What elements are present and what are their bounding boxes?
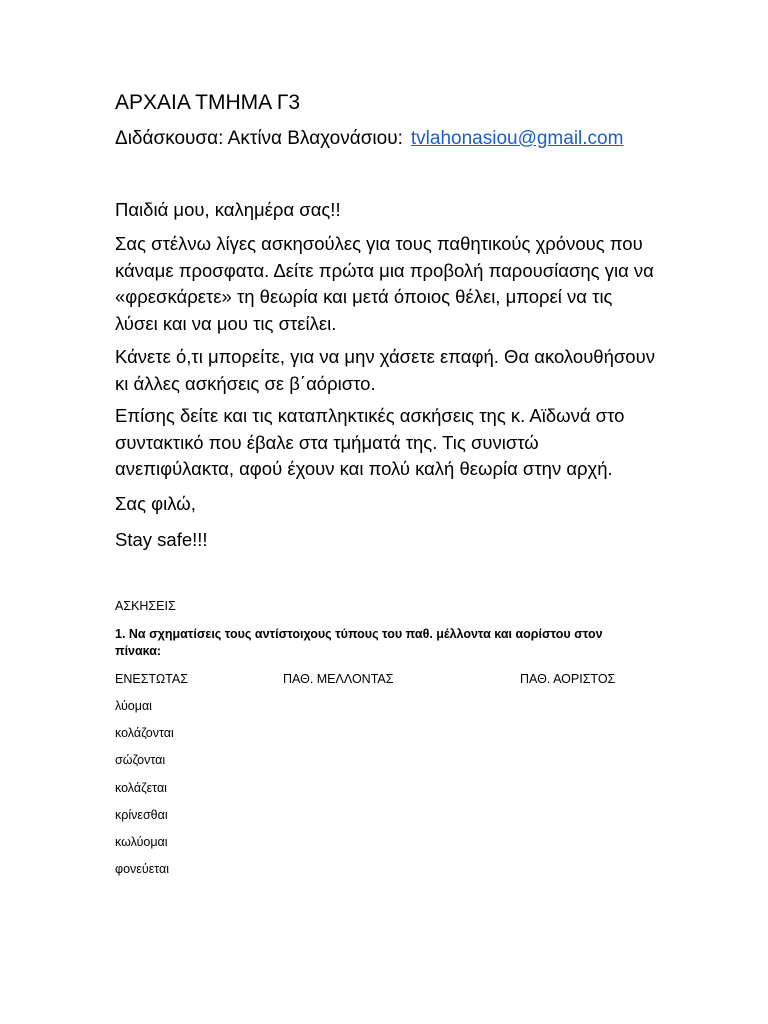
- word-row: φονεύεται: [115, 862, 170, 876]
- letter-paragraph-2: Κάνετε ό,τι μπορείτε, για να μην χάσετε επαφή. Θα ακολουθήσουν κι άλλες ασκήσεις σε β΄αόριστο.: [115, 346, 655, 394]
- email-link[interactable]: tvlahonasiou@gmail.com: [410, 128, 624, 149]
- teacher-line: [115, 127, 623, 151]
- exercise-1-instruction: 1. Να σχηματίσεις τους αντίστοιχους τύπους του παθ. μέλλοντα και αορίστου στον πίνακα:: [115, 627, 603, 658]
- letter-paragraph-1: Σας στέλνω λίγες ασκησούλες για τους παθητικούς χρόνους που κάναμε προσφατα. Δείτε πρώτα μια προβολή παρουσίασης για να «φρεσκάρετε» τη θεωρία και μετά όποιος θέλει, μπορεί να τις λύσει και να μου τις στείλει.: [115, 233, 654, 334]
- column-header-aorist: ΠΑΘ. ΑΟΡΙΣΤΟΣ: [520, 672, 616, 686]
- word-row: λύομαι: [115, 699, 152, 713]
- signoff: Stay safe!!!: [115, 529, 208, 550]
- exercises-heading: ΑΣΚΗΣΕΙΣ: [115, 599, 176, 613]
- word-row: κωλύομαι: [115, 835, 168, 849]
- word-row: σώζονται: [115, 753, 166, 767]
- column-header-future: ΠΑΘ. ΜΕΛΛΟΝΤΑΣ: [283, 672, 394, 686]
- word-row: κρίνεσθαι: [115, 808, 168, 822]
- document-title: ΑΡΧΑΙΑ ΤΜΗΜΑ Γ3: [115, 91, 301, 114]
- word-row: κολάζονται: [115, 726, 174, 740]
- word-row: κολάζεται: [115, 781, 167, 795]
- closing: Σας φιλώ,: [115, 493, 196, 514]
- greeting: Παιδιά μου, καλημέρα σας!!: [115, 199, 341, 220]
- teacher-label: Διδάσκουσα: Ακτίνα Βλαχονάσιου:: [115, 128, 403, 149]
- letter-paragraph-3: Επίσης δείτε και τις καταπληκτικές ασκήσεις της κ. Αϊδωνά στο συντακτικό που έβαλε στα τμήματά της. Τις συνιστώ ανεπιφύλακτα, αφού έχουν και πολύ καλή θεωρία στην αρχή.: [115, 405, 625, 479]
- column-header-present: ΕΝΕΣΤΩΤΑΣ: [115, 672, 188, 686]
